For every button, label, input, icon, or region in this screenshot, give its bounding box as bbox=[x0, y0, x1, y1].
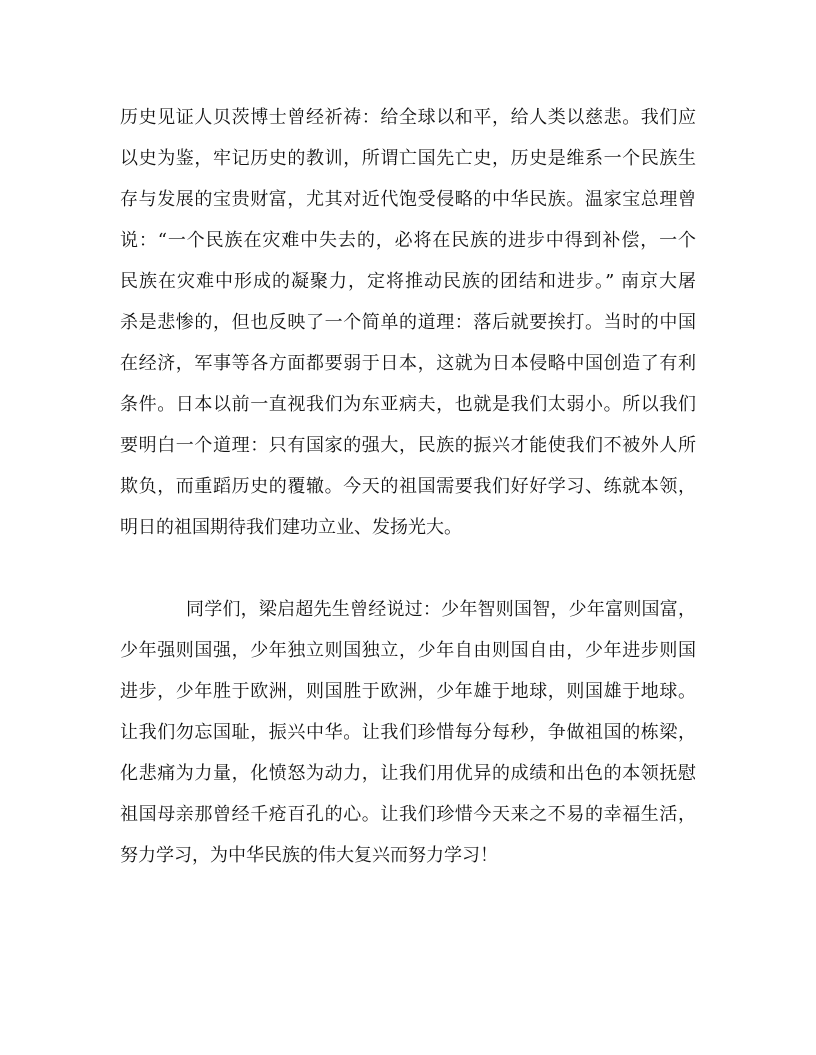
text-line: 要明白一个道理：只有国家的强大，民族的振兴才能使我们不被外人所 bbox=[120, 435, 696, 456]
text-line: 少年强则国强，少年独立则国独立，少年自由则国自由，少年进步则国 bbox=[120, 640, 696, 661]
text-line: 民族在灾难中形成的凝聚力，定将推动民族的团结和进步。” 南京大屠 bbox=[120, 271, 696, 292]
text-line: 欺负，而重蹈历史的覆辙。今天的祖国需要我们好好学习、练就本领， bbox=[120, 476, 696, 497]
text-line: 杀是悲惨的，但也反映了一个简单的道理：落后就要挨打。当时的中国 bbox=[120, 312, 696, 333]
text-line: 条件。日本以前一直视我们为东亚病夫，也就是我们太弱小。所以我们 bbox=[120, 394, 696, 415]
text-line: 让我们勿忘国耻，振兴中华。让我们珍惜每分每秒，争做祖国的栋梁， bbox=[120, 722, 696, 743]
text-line: 说：“一个民族在灾难中失去的，必将在民族的进步中得到补偿，一个 bbox=[120, 230, 696, 251]
text-line: 在经济，军事等各方面都要弱于日本，这就为日本侵略中国创造了有利 bbox=[120, 353, 696, 374]
text-line: 存与发展的宝贵财富，尤其对近代饱受侵略的中华民族。温家宝总理曾 bbox=[120, 189, 696, 210]
text-line: 历史见证人贝茨博士曾经祈祷：给全球以和平，给人类以慈悲。我们应 bbox=[120, 107, 696, 128]
text-line: 进步，少年胜于欧洲，则国胜于欧洲，少年雄于地球，则国雄于地球。 bbox=[120, 681, 696, 702]
text-line: 祖国母亲那曾经千疮百孔的心。让我们珍惜今天来之不易的幸福生活， bbox=[120, 804, 696, 825]
text-line: 化悲痛为力量，化愤怒为动力，让我们用优异的成绩和出色的本领抚慰 bbox=[120, 763, 696, 784]
text-line: 努力学习，为中华民族的伟大复兴而努力学习！ bbox=[120, 845, 498, 866]
text-line: 同学们，梁启超先生曾经说过：少年智则国智，少年富则国富， bbox=[186, 599, 696, 620]
text-line: 以史为鉴，牢记历史的教训，所谓亡国先亡史，历史是维系一个民族生 bbox=[120, 148, 696, 169]
text-line: 明日的祖国期待我们建功立业、发扬光大。 bbox=[120, 517, 462, 538]
